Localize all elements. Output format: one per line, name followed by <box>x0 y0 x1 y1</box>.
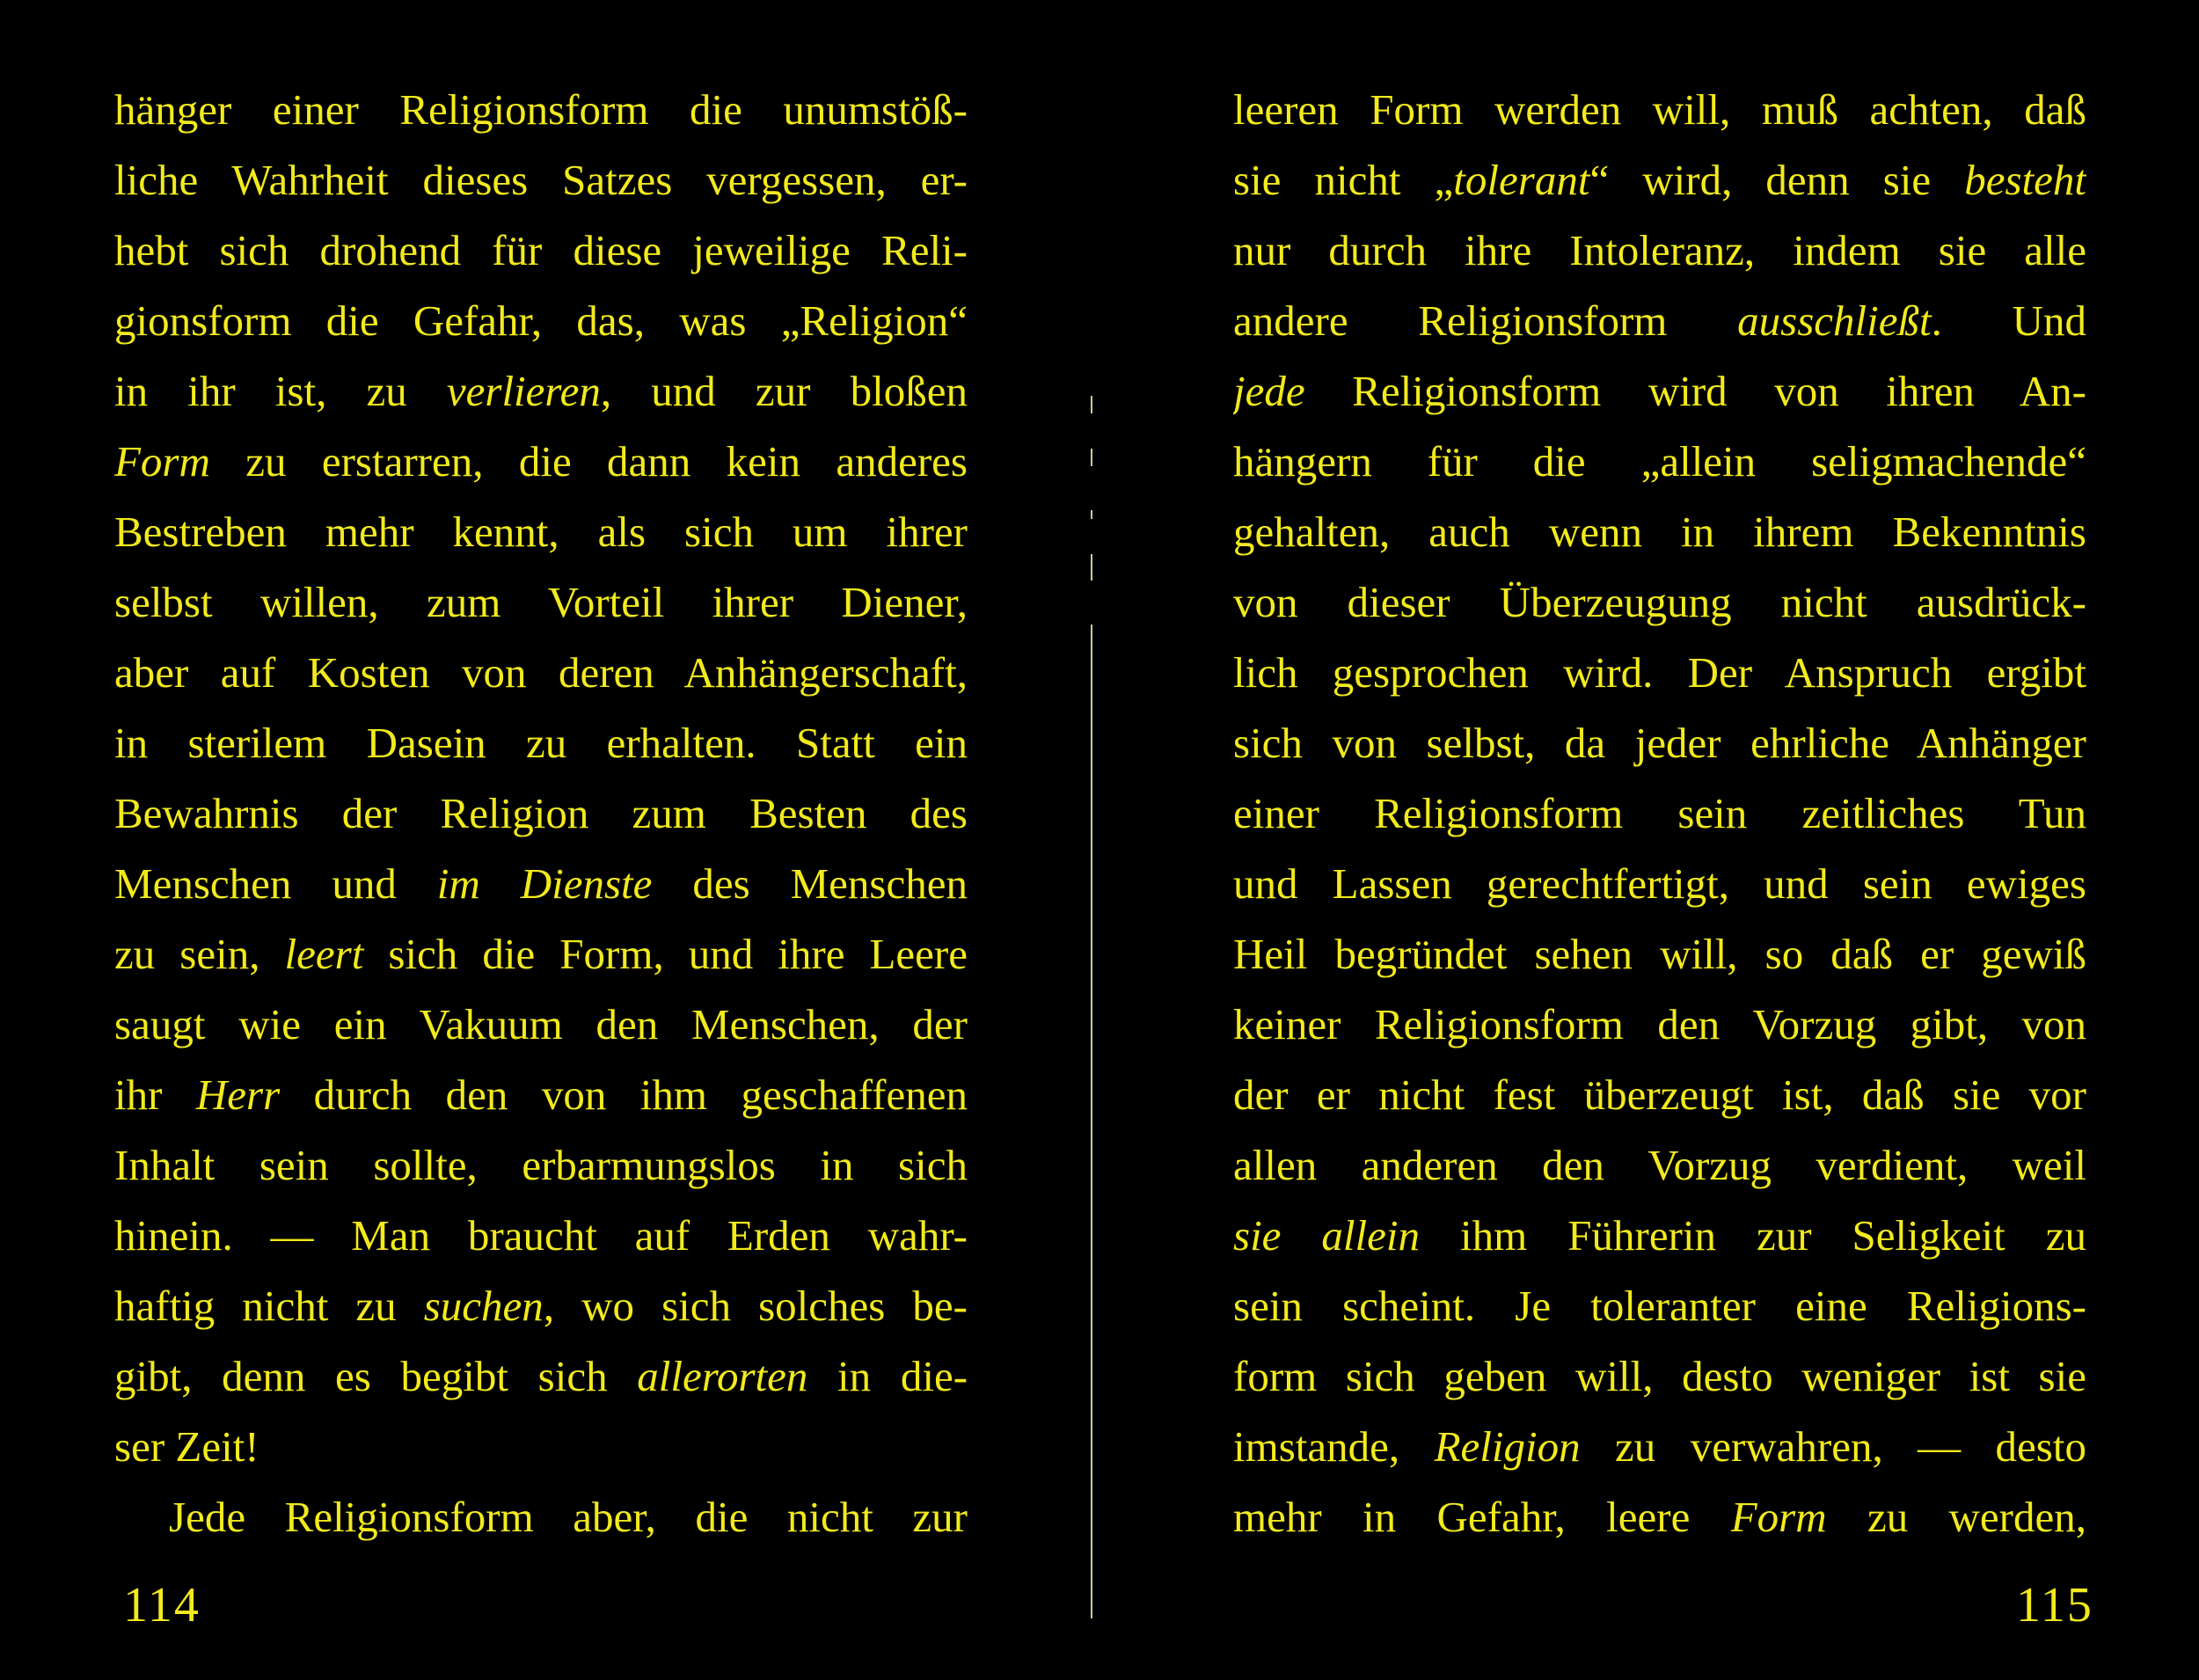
text-line: mehr in Gefahr, leere Form zu werden, <box>1233 1493 2086 1541</box>
text-line: einer Religionsform sein zeitliches Tun <box>1233 789 2086 837</box>
text-line: sie allein ihm Führerin zur Seligkeit zu <box>1233 1211 2086 1260</box>
text-line: form sich geben will, desto weniger ist sie <box>1233 1352 2086 1400</box>
text-line: gibt, denn es begibt sich allerorten in die- <box>114 1352 968 1400</box>
text-line: Form zu erstarren, die dann kein anderes <box>114 437 968 486</box>
text-line: allen anderen den Vorzug verdient, weil <box>1233 1141 2086 1189</box>
text-line: Bewahrnis der Religion zum Besten des <box>114 789 968 837</box>
text-line: liche Wahrheit dieses Satzes vergessen, er- <box>114 156 968 204</box>
text-line: leeren Form werden will, muß achten, daß <box>1233 85 2086 134</box>
text-line: imstande, Religion zu verwahren, — desto <box>1233 1422 2086 1471</box>
text-line: gionsform die Gefahr, das, was „Religion“ <box>114 296 968 345</box>
gutter-line <box>1091 387 1092 1618</box>
text-line: hängern für die „allein seligmachende“ <box>1233 437 2086 486</box>
text-line: hebt sich drohend für diese jeweilige Reli- <box>114 226 968 274</box>
text-line: ihr Herr durch den von ihm geschaffenen <box>114 1070 968 1119</box>
right-page-text <box>1233 75 2086 1552</box>
left-page-number: 114 <box>123 1578 201 1633</box>
text-line: nur durch ihre Intoleranz, indem sie alle <box>1233 226 2086 274</box>
text-line: und Lassen gerechtfertigt, und sein ewiges <box>1233 859 2086 908</box>
text-line: Jede Religionsform aber, die nicht zur <box>169 1493 968 1541</box>
text-line: andere Religionsform ausschließt. Und <box>1233 296 2086 345</box>
text-line: Menschen und im Dienste des Menschen <box>114 859 968 908</box>
text-line: sich von selbst, da jeder ehrliche Anhänger <box>1233 719 2086 767</box>
text-line: sie nicht „tolerant“ wird, denn sie besteht <box>1233 156 2086 204</box>
text-line: saugt wie ein Vakuum den Menschen, der <box>114 1000 968 1048</box>
text-line: gehalten, auch wenn in ihrem Bekenntnis <box>1233 508 2086 556</box>
text-line: ser Zeit! <box>114 1422 259 1471</box>
text-line: Bestreben mehr kennt, als sich um ihrer <box>114 508 968 556</box>
text-line: sein scheint. Je toleranter eine Religions- <box>1233 1282 2086 1330</box>
text-line: in sterilem Dasein zu erhalten. Statt ein <box>114 719 968 767</box>
text-line: aber auf Kosten von deren Anhängerschaft, <box>114 648 968 697</box>
right-page-number: 115 <box>2016 1578 2093 1633</box>
text-line: jede Religionsform wird von ihren An- <box>1233 367 2086 415</box>
text-line: haftig nicht zu suchen, wo sich solches be- <box>114 1282 968 1330</box>
left-page-text <box>114 75 968 1552</box>
text-line: Inhalt sein sollte, erbarmungslos in sich <box>114 1141 968 1189</box>
text-line: hinein. — Man braucht auf Erden wahr- <box>114 1211 968 1260</box>
right-page <box>1233 75 2086 1552</box>
text-line: hänger einer Religionsform die unumstöß- <box>114 85 968 134</box>
left-page <box>114 75 968 1552</box>
text-line: von dieser Überzeugung nicht ausdrück- <box>1233 578 2086 626</box>
text-line: keiner Religionsform den Vorzug gibt, von <box>1233 1000 2086 1048</box>
text-line: in ihr ist, zu verlieren, und zur bloßen <box>114 367 968 415</box>
text-line: lich gesprochen wird. Der Anspruch ergibt <box>1233 648 2086 697</box>
text-line: Heil begründet sehen will, so daß er gewiß <box>1233 930 2086 978</box>
text-line: der er nicht fest überzeugt ist, daß sie vor <box>1233 1070 2086 1119</box>
text-line: zu sein, leert sich die Form, und ihre Leere <box>114 930 968 978</box>
text-line: selbst willen, zum Vorteil ihrer Diener, <box>114 578 968 626</box>
